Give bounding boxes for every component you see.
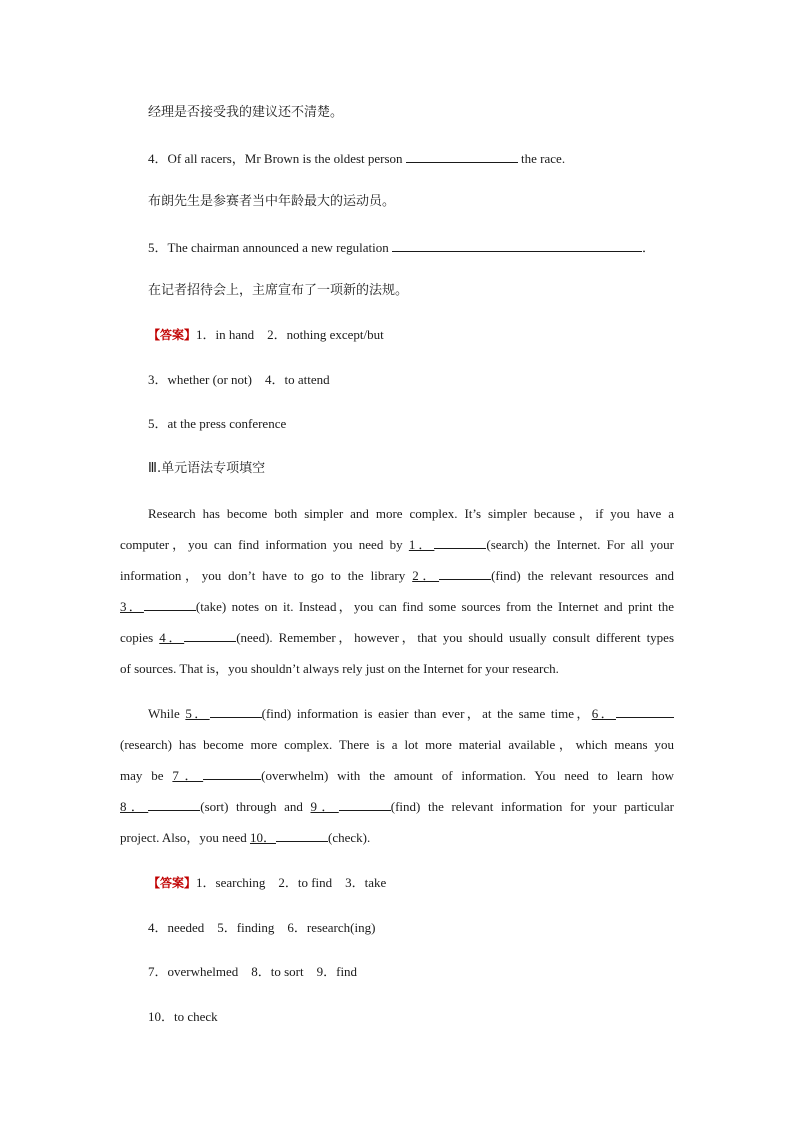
item-number: 5．: [148, 240, 168, 255]
item-text-after: ．: [642, 240, 656, 255]
passage-text: (find) information is easier than ever，at the same time，: [261, 706, 592, 721]
passage-text: information，you don’t have to go to the library: [120, 568, 406, 583]
blank-number: 3．: [120, 599, 144, 614]
translation-3: 经理是否接受我的建议还不清楚。: [148, 105, 344, 120]
passage-line: [120, 529, 674, 560]
passage-line: [120, 698, 674, 729]
passage-text: (take) notes on it. Instead，you can find some sources from the Internet and print the: [195, 599, 674, 614]
exercise-item-5: [148, 237, 655, 257]
answer-tag: 【答案】: [148, 328, 197, 342]
translation-4: 布朗先生是参赛者当中年龄最大的运动员。: [148, 194, 396, 209]
passage-text: computer，you can find information you need by: [120, 537, 403, 552]
item-text-before: The chairman announced a new regulation: [167, 240, 389, 255]
blank-number: 2．: [412, 568, 440, 583]
passage-paragraph-2: [120, 698, 674, 853]
passage-text: may be: [120, 768, 164, 783]
passage-text: (find) the relevant resources and: [491, 568, 675, 583]
passage-line: [120, 791, 674, 822]
answer-line: 1．in hand 2．nothing except/but: [196, 327, 384, 342]
answer-blank[interactable]: [392, 237, 642, 252]
passage-line: of sources. That is，you shouldn’t always rely just on the Internet for your research.: [120, 661, 559, 676]
passage-text: copies: [120, 630, 154, 645]
passage-line: [120, 822, 674, 853]
blank-number: 7．: [172, 768, 204, 783]
item-text-before: Of all racers，Mr Brown is the oldest person: [167, 151, 403, 166]
answer-blank[interactable]: [144, 596, 196, 611]
answer-key-2: [148, 874, 386, 892]
answer-blank[interactable]: [210, 703, 262, 718]
answer-line: 10．to check: [148, 1009, 218, 1024]
answer-blank[interactable]: [276, 827, 328, 842]
blank-number: 8．: [120, 799, 149, 814]
blank-number: 1．: [408, 537, 435, 552]
answer-line: 5．at the press conference: [148, 416, 287, 431]
translation-5: 在记者招待会上，主席宣布了一项新的法规。: [148, 283, 409, 298]
passage-text: (need). Remember，however，that you should usually consult different types: [236, 630, 675, 645]
answer-line: 7．overwhelmed 8．to sort 9．find: [148, 964, 358, 979]
answer-key-1: [148, 326, 384, 344]
answer-blank[interactable]: [434, 534, 486, 549]
answer-blank[interactable]: [406, 148, 518, 163]
blank-number: 10．: [249, 830, 276, 845]
blank-number: 9．: [310, 799, 339, 814]
passage-text: (find) the relevant information for your particular: [390, 799, 674, 814]
passage-text: (search) the Internet. For all your: [486, 537, 674, 552]
blank-number: 5．: [185, 706, 210, 721]
answer-line: 3．whether (or not) 4．to attend: [148, 372, 330, 387]
passage-line: [120, 591, 674, 622]
answer-line: 4．needed 5．finding 6．research(ing): [148, 920, 376, 935]
passage-text: (sort) through and: [200, 799, 303, 814]
answer-blank[interactable]: [339, 796, 391, 811]
passage-line: [120, 560, 674, 591]
answer-blank[interactable]: [148, 796, 200, 811]
blank-number: 4．: [159, 630, 185, 645]
exercise-item-4: [148, 148, 565, 168]
item-text-after: the race.: [521, 151, 566, 166]
passage-paragraph-1: [120, 498, 674, 684]
passage-line: [120, 622, 674, 653]
passage-text: (overwhelm) with the amount of information. You need to learn how: [261, 768, 674, 783]
passage-text: project. Also，you need: [120, 830, 247, 845]
answer-line: 1．searching 2．to find 3．take: [196, 875, 387, 890]
passage-line: (research) has become more complex. There is a lot more material available，which means you: [120, 737, 674, 752]
blank-number: 6．: [591, 706, 616, 721]
answer-blank[interactable]: [184, 627, 236, 642]
passage-text: While: [148, 706, 180, 721]
answer-tag: 【答案】: [148, 876, 197, 890]
item-number: 4．: [148, 151, 168, 166]
section-title: Ⅲ.单元语法专项填空: [148, 461, 266, 476]
passage-line: Research has become both simpler and more complex. It’s simpler because，if you have a: [148, 506, 674, 521]
answer-blank[interactable]: [203, 765, 261, 780]
passage-text: (check).: [328, 830, 371, 845]
answer-blank[interactable]: [616, 703, 674, 718]
answer-blank[interactable]: [439, 565, 491, 580]
passage-line: [120, 760, 674, 791]
